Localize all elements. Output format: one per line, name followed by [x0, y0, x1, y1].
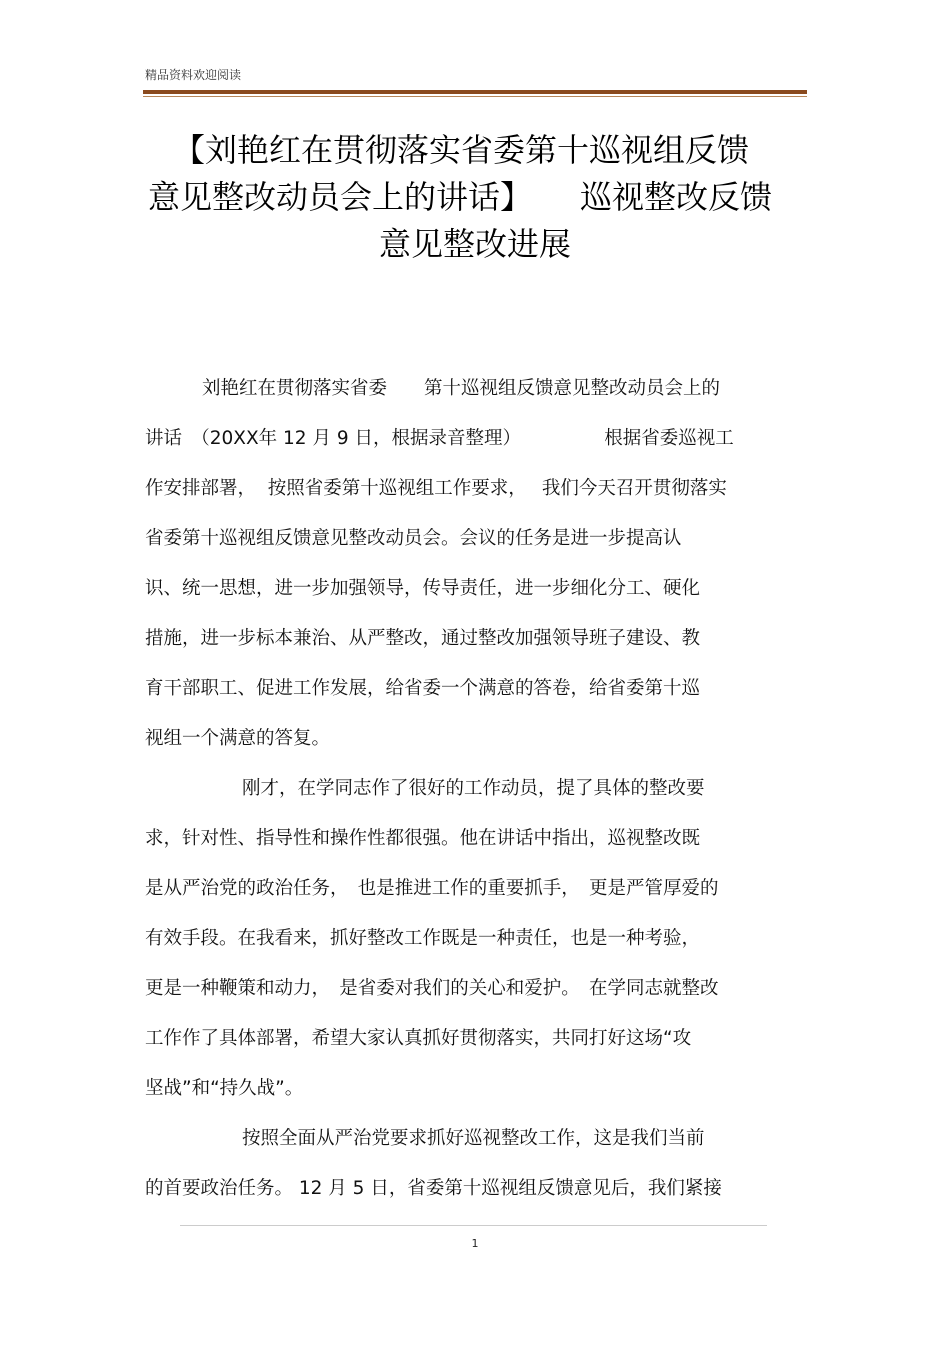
title-line-3: 意见整改进展 — [378, 225, 571, 263]
body-line: 按照全面从严治党要求抓好巡视整改工作，这是我们当前 — [242, 1128, 705, 1149]
page-number: 1 — [471, 1237, 479, 1250]
body-line: 有效手段。在我看来，抓好整改工作既是一种责任，也是一种考验， — [145, 928, 701, 949]
body-line: 是从严治党的政治任务， 也是推进工作的重要抓手， 更是严管厚爱的 — [145, 878, 719, 899]
body-line: 更是一种鞭策和动力， 是省委对我们的关心和爱护。 在学同志就整改 — [145, 978, 719, 999]
body-line: 工作作了具体部署，希望大家认真抓好贯彻落实，共同打好这场“攻 — [145, 1028, 692, 1049]
body-line: 作安排部署， 按照省委第十巡视组工作要求， 我们今天召开贯彻落实 — [145, 478, 727, 499]
document-title — [143, 127, 807, 268]
body-line: 识、统一思想，进一步加强领导，传导责任，进一步细化分工、硬化 — [145, 578, 701, 599]
body-line: 坚战”和“持久战”。 — [145, 1078, 304, 1099]
footer-rule — [180, 1225, 767, 1226]
header-text: 精品资料欢迎阅读 — [145, 68, 242, 82]
body-line: 求，针对性、指导性和操作性都很强。他在讲话中指出，巡视整改既 — [145, 828, 701, 849]
title-line-2: 意见整改动员会上的讲话】 巡视整改反馈 — [148, 178, 773, 216]
header-rule-thin — [143, 96, 807, 97]
body-line: 的首要政治任务。 12 月 5 日，省委第十巡视组反馈意见后，我们紧接 — [145, 1178, 722, 1199]
body-line: 刚才，在学同志作了很好的工作动员，提了具体的整改要 — [242, 778, 705, 799]
body-line: 措施，进一步标本兼治、从严整改，通过整改加强领导班子建设、教 — [145, 628, 701, 649]
title-line-1: 【刘艳红在贯彻落实省委第十巡视组反馈 — [173, 131, 750, 169]
body-line: 视组一个满意的答复。 — [145, 728, 331, 749]
body-line: 讲话 （20XX年 12 月 9 日，根据录音整理） 根据省委巡视工 — [145, 428, 734, 449]
header-rule-thick — [143, 90, 807, 94]
body-line: 育干部职工、促进工作发展，给省委一个满意的答卷，给省委第十巡 — [145, 678, 701, 699]
body-line: 刘艳红在贯彻落实省委 第十巡视组反馈意见整改动员会上的 — [202, 378, 721, 399]
body-line: 省委第十巡视组反馈意见整改动员会。会议的任务是进一步提高认 — [145, 528, 682, 549]
